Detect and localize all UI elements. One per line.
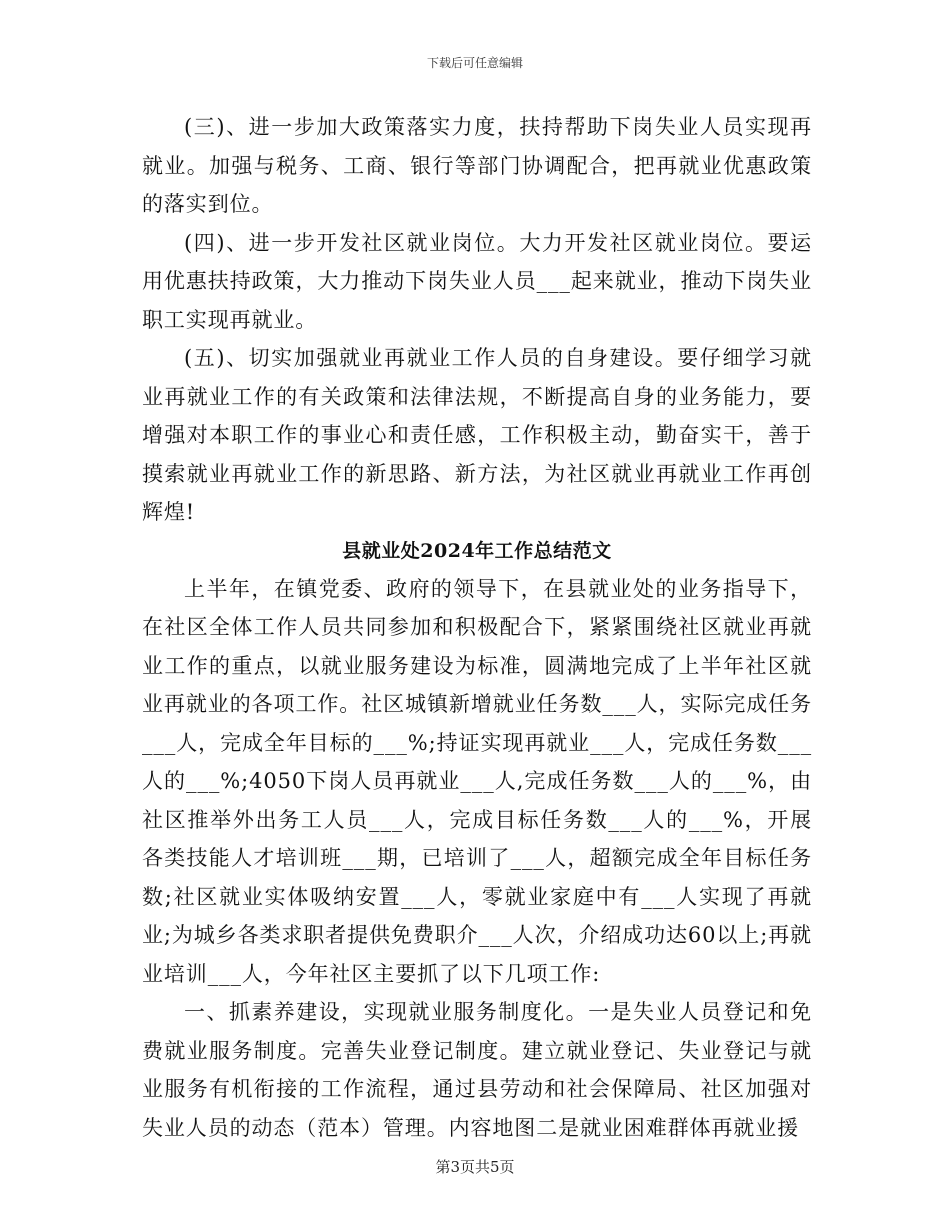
paragraph-item-1: 一、抓素养建设，实现就业服务制度化。一是失业人员登记和免费就业服务制度。完善失业登记制度。建立就业登记、失业登记与就业服务有机衔接的工作流程，通过县劳动和社会保障局、社区加强对失业人员的动态（范本）管理。内容地图二是就业困难群体再就业援 [142,1000,812,1140]
section-title: 县就业处2024年工作总结范文 [342,539,612,562]
document-body [142,108,812,1147]
page-footer: 第3页共5页 [435,1158,515,1176]
paragraph-summary-intro: 上半年，在镇党委、政府的领导下，在县就业处的业务指导下，在社区全体工作人员共同参加和积极配合下，紧紧围绕社区就业再就业工作的重点，以就业服务建设为标准，圆满地完成了上半年社区就业再就业的各项工作。社区城镇新增就业任务数___人，实际完成任务___人，完成全年目标的___%;持证实现再就业___人，完成任务数___人的___%;4050下岗人员再就业___人,完成任务数___人的___%，由社区推举外出务工人员___人，完成目标任务数___人的___%，开展各类技能人才培训班___期，已培训了___人，超额完成全年目标任务数;社区就业实体吸纳安置___人，零就业家庭中有___人实现了再就业;为城乡各类求职者提供免费职介___人次，介绍成功达60以上;再就业培训___人，今年社区主要抓了以下几项工作: [142,576,812,986]
paragraph-section-5: (五)、切实加强就业再就业工作人员的自身建设。要仔细学习就业再就业工作的有关政策和法律法规，不断提高自身的业务能力，要增强对本职工作的事业心和责任感，工作积极主动，勤奋实干，善于摸索就业再就业工作的新思路、新方法，为社区就业再就业工作再创辉煌! [142,346,812,524]
paragraph-section-3: (三)、进一步加大政策落实力度，扶持帮助下岗失业人员实现再就业。加强与税务、工商、银行等部门协调配合，把再就业优惠政策的落实到位。 [142,115,812,216]
page-header: 下载后可任意编辑 [426,56,523,70]
paragraph-section-4: (四)、进一步开发社区就业岗位。大力开发社区就业岗位。要运用优惠扶持政策，大力推动下岗失业人员___起来就业，推动下岗失业职工实现再就业。 [142,230,812,332]
